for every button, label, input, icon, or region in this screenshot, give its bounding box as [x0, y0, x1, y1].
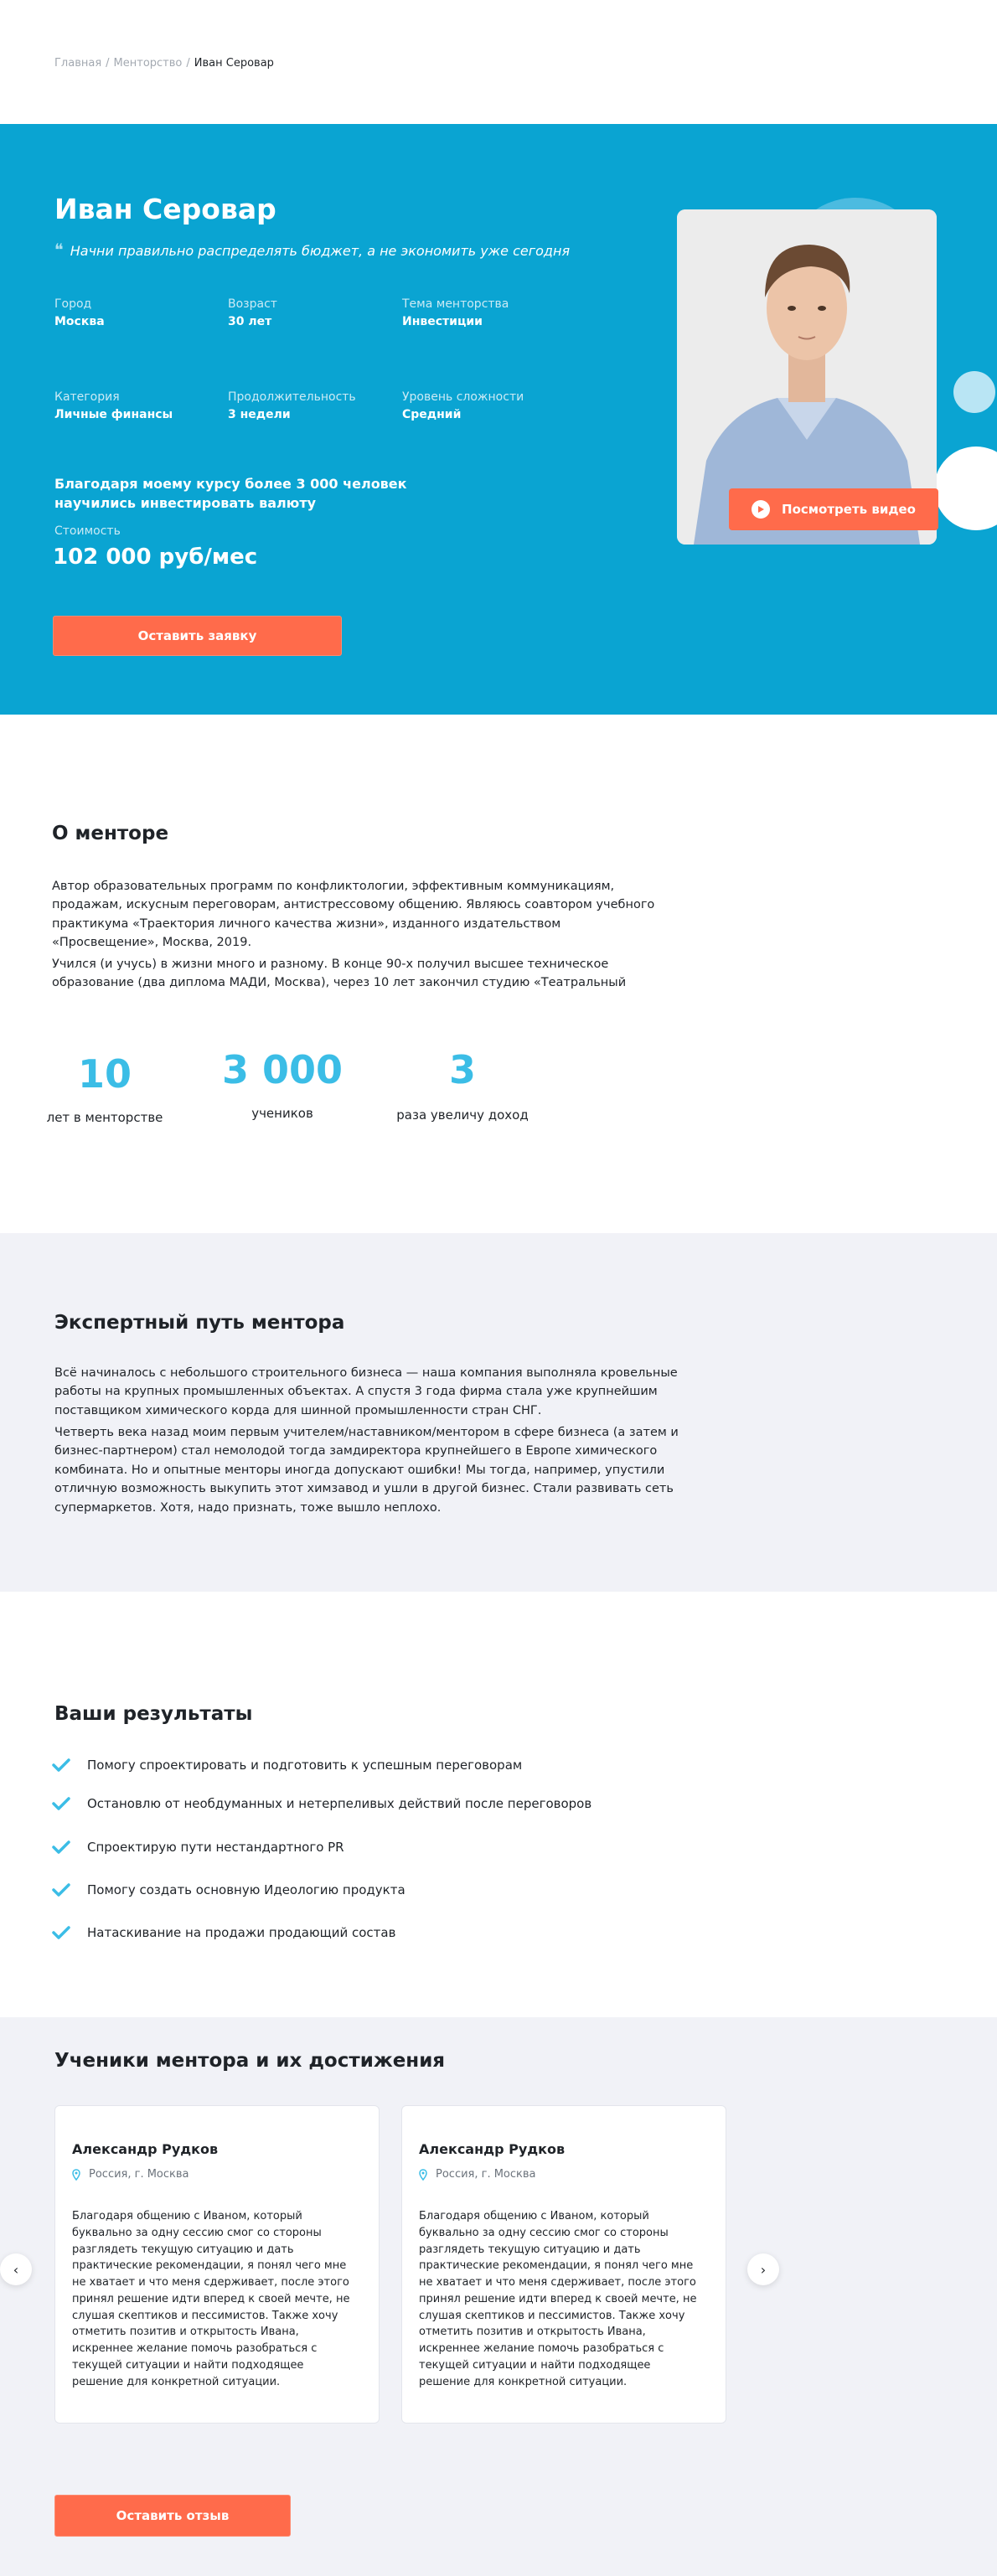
watch-video-label: Посмотреть видео: [782, 502, 916, 517]
mentor-hero: [0, 124, 997, 715]
review-author: Александр Рудков: [419, 2141, 566, 2157]
info-topic-value: Инвестиции: [402, 315, 483, 328]
breadcrumb-current: Иван Серовар: [194, 57, 274, 70]
stat-years-label: лет в менторстве: [46, 1110, 163, 1125]
info-category-value: Личные финансы: [54, 408, 173, 421]
expert-path-text-2: Четверть века назад моим первым учителем/наставником/ментором в сфере бизнеса (а затем и бизнес-партнером) стал немолодой тогда замдиректора крупнейшего в Европе химического комбината. Но и опытные менторы иногда допускают ошибки! Мы тогда, например, упустили отличную возможность выкупить этот химзавод и ушли в другой бизнес. Стали развивать сеть супермаркетов. Хотя, надо признать, тоже вышло неплохо.: [54, 1426, 679, 1515]
result-item-text: Спроектирую пути нестандартного PR: [87, 1840, 344, 1855]
result-item-text: Остановлю от необдуманных и нетерпеливых действий после переговоров: [87, 1796, 592, 1811]
info-duration: [228, 390, 356, 421]
location-pin-icon: [419, 2169, 427, 2181]
info-level: [402, 390, 524, 421]
info-city: [54, 297, 105, 328]
about-title: О менторе: [52, 823, 169, 844]
mentor-quote: [54, 240, 570, 260]
review-location-text: Россия, г. Москва: [436, 2168, 536, 2181]
info-city-value: Москва: [54, 315, 105, 328]
breadcrumb-separator: /: [186, 57, 190, 70]
info-topic: [402, 297, 509, 328]
stat-students-value: 3 000: [221, 1047, 344, 1092]
result-item: [52, 1839, 344, 1856]
stat-students-label: учеников: [251, 1106, 313, 1121]
chevron-left-icon: ‹: [13, 2261, 19, 2278]
review-card: [54, 2105, 380, 2424]
about-text-1: Автор образовательных программ по конфликтологии, эффективным коммуникациям, продажам, искусным переговорам, антистрессовому общению. Являюсь соавтором учебного практикума «Траектория личного качества жизни», изданного издательством «Просвещение», Москва, 2019.: [52, 880, 655, 950]
carousel-next-button[interactable]: [747, 2253, 779, 2285]
result-item-text: Помогу спроектировать и подготовить к успешным переговорам: [87, 1758, 523, 1773]
chevron-right-icon: ›: [760, 2261, 767, 2278]
review-author: Александр Рудков: [72, 2141, 219, 2157]
apply-button[interactable]: Оставить заявку: [53, 616, 342, 656]
students-title: Ученики ментора и их достижения: [54, 2050, 446, 2072]
check-icon: [52, 1795, 74, 1812]
stat-income-value: 3: [448, 1047, 476, 1092]
info-city-label: Город: [54, 297, 92, 311]
result-item: [52, 1795, 591, 1812]
result-item: [52, 1924, 395, 1941]
mentor-quote-text: Начни правильно распределять бюджет, а не экономить уже сегодня: [70, 243, 571, 259]
info-level-value: Средний: [402, 408, 462, 421]
mentor-achievement: Благодаря моему курсу более 3 000 человек научились инвестировать валюту: [54, 476, 407, 512]
review-text: Благодаря общению с Иваном, который буквально за одну сессию смог со стороны разглядеть текущую ситуацию и дать практические рекомендации, я понял чего мне не хватает и что меня сдерживает, после этого принял решение идти вперед к своей мечте, не слушая скептиков и пессимистов. Также хочу отметить позитив и открытость Ивана, искреннее желание помочь разобраться с текущей ситуации и найти подходящее решение для конкретной ситуации.: [72, 2210, 350, 2388]
review-text: Благодаря общению с Иваном, который буквально за одну сессию смог со стороны разглядеть текущую ситуацию и дать практические рекомендации, я понял чего мне не хватает и что меня сдерживает, после этого принял решение идти вперед к своей мечте, не слушая скептиков и пессимистов. Также хочу отметить позитив и открытость Ивана, искреннее желание помочь разобраться с текущей ситуации и найти подходящее решение для конкретной ситуации.: [419, 2210, 697, 2388]
info-topic-label: Тема менторства: [402, 297, 509, 311]
check-icon: [52, 1924, 74, 1941]
breadcrumb-home[interactable]: Главная: [54, 57, 102, 70]
stat-income-label: раза увеличу доход: [396, 1107, 529, 1123]
price-value: 102 000 руб/мес: [53, 545, 258, 570]
play-icon: [752, 500, 770, 519]
quote-icon: ❝: [54, 240, 64, 260]
location-pin-icon: [72, 2169, 80, 2181]
leave-review-button[interactable]: Оставить отзыв: [54, 2495, 291, 2537]
expert-path-title: Экспертный путь ментора: [54, 1312, 345, 1334]
expert-path-text-1: Всё начиналось с небольшого строительного бизнеса — наша компания выполняла кровельные работы на крупных промышленных объектах. А спустя 3 года фирма стала уже крупнейшим поставщиком химического корда для шинной промышленности стран СНГ.: [54, 1366, 678, 1417]
carousel-prev-button[interactable]: [0, 2253, 32, 2285]
decor-circle-small: [953, 371, 995, 413]
review-location: [419, 2168, 536, 2181]
check-icon: [52, 1839, 74, 1856]
info-level-label: Уровень сложности: [402, 390, 524, 404]
decor-circle-white: [934, 447, 997, 530]
result-item: [52, 1757, 522, 1773]
watch-video-button[interactable]: [729, 488, 938, 530]
breadcrumb: [54, 57, 274, 70]
breadcrumb-section[interactable]: Менторство: [113, 57, 183, 70]
info-age-value: 30 лет: [228, 315, 272, 328]
info-category-label: Категория: [54, 390, 120, 404]
info-age: [228, 297, 277, 328]
check-icon: [52, 1757, 74, 1773]
result-item: [52, 1882, 406, 1898]
result-item-text: Помогу создать основную Идеологию продукта: [87, 1882, 406, 1897]
mentor-name: Иван Серовар: [54, 193, 276, 225]
results-title: Ваши результаты: [54, 1703, 253, 1725]
about-text-2: Учился (и учусь) в жизни много и разному. В конце 90-х получил высшее техническое образование (два диплома МАДИ, Москва), через 10 лет закончил студию «Театральный: [52, 958, 627, 990]
check-icon: [52, 1882, 74, 1898]
price-label: Стоимость: [54, 524, 121, 538]
review-card: [401, 2105, 726, 2424]
stat-years-value: 10: [77, 1051, 132, 1097]
review-location: [72, 2168, 189, 2181]
info-age-label: Возраст: [228, 297, 277, 311]
info-duration-label: Продолжительность: [228, 390, 356, 404]
breadcrumb-separator: /: [106, 57, 110, 70]
review-location-text: Россия, г. Москва: [89, 2168, 189, 2181]
result-item-text: Натаскивание на продажи продающий состав: [87, 1925, 396, 1940]
info-category: [54, 390, 173, 421]
info-duration-value: 3 недели: [228, 408, 291, 421]
